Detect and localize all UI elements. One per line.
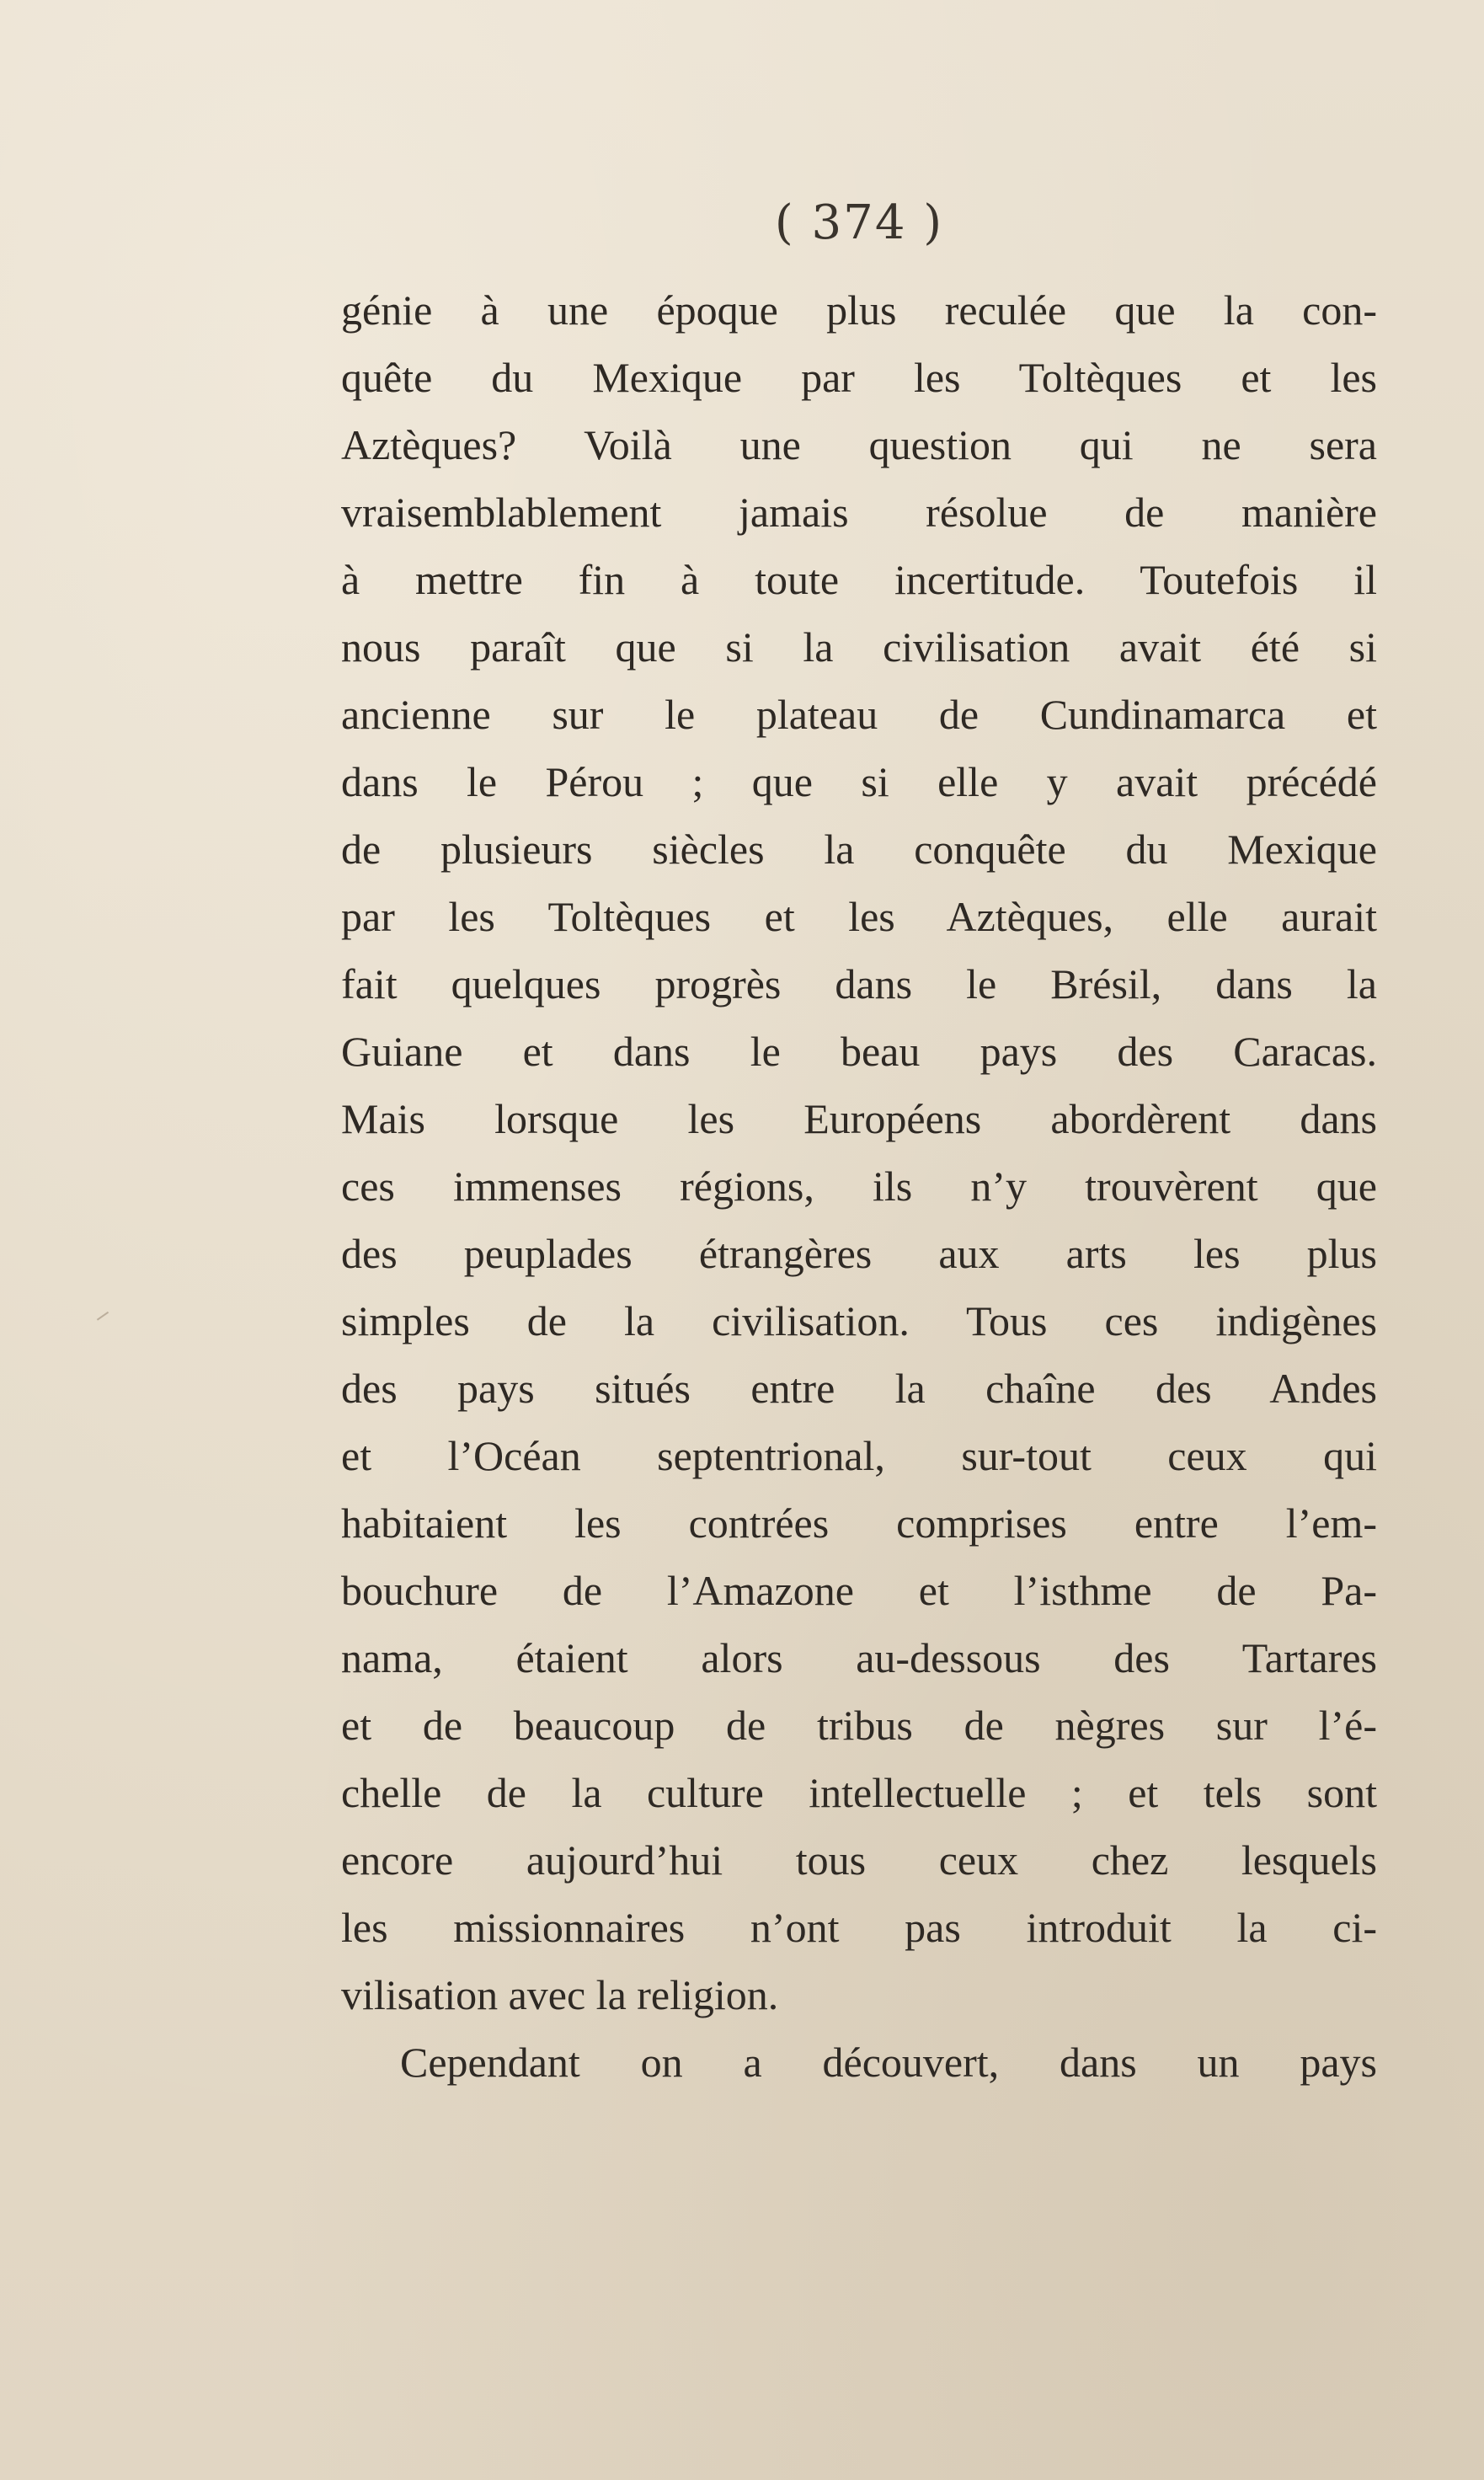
text-line: Mais lorsque les Européens abordèrent dans bbox=[341, 1095, 1377, 1142]
text-line: ancienne sur le plateau de Cundinamarca et bbox=[341, 691, 1377, 738]
text-line: et l’Océan septentrional, sur-tout ceux qui bbox=[341, 1432, 1377, 1479]
paper-mark bbox=[97, 1312, 115, 1330]
text-line: nous paraît que si la civilisation avait été si bbox=[341, 623, 1377, 671]
text-line: quête du Mexique par les Toltèques et les bbox=[341, 354, 1377, 401]
text-line: fait quelques progrès dans le Brésil, dans la bbox=[341, 960, 1377, 1008]
text-line: dans le Pérou ; que si elle y avait précédé bbox=[341, 758, 1377, 805]
text-line: des peuplades étrangères aux arts les plus bbox=[341, 1230, 1377, 1277]
text-line: chelle de la culture intellectuelle ; et tels sont bbox=[341, 1769, 1377, 1816]
text-line: bouchure de l’Amazone et l’isthme de Pa- bbox=[341, 1567, 1377, 1614]
text-line: Cependant on a découvert, dans un pays bbox=[400, 2039, 1377, 2086]
page-number: ( 374 ) bbox=[774, 195, 944, 250]
text-line: ces immenses régions, ils n’y trouvèrent que bbox=[341, 1162, 1377, 1210]
text-line: nama, étaient alors au-dessous des Tartares bbox=[341, 1634, 1377, 1681]
text-line: les missionnaires n’ont pas introduit la ci- bbox=[341, 1904, 1377, 1951]
text-line: de plusieurs siècles la conquête du Mexique bbox=[341, 826, 1377, 873]
text-line: simples de la civilisation. Tous ces indigènes bbox=[341, 1297, 1377, 1344]
text-line: par les Toltèques et les Aztèques, elle aurait bbox=[341, 893, 1377, 940]
text-line: à mettre fin à toute incertitude. Toutefois il bbox=[341, 556, 1377, 603]
text-line: habitaient les contrées comprises entre l’em- bbox=[341, 1499, 1377, 1547]
text-line: vilisation avec la religion. bbox=[341, 1971, 779, 2018]
text-line: des pays situés entre la chaîne des Andes bbox=[341, 1365, 1377, 1412]
text-line: Guiane et dans le beau pays des Caracas. bbox=[341, 1028, 1377, 1075]
text-line: Aztèques? Voilà une question qui ne sera bbox=[341, 421, 1377, 468]
text-line: génie à une époque plus reculée que la con- bbox=[341, 286, 1377, 334]
text-line: encore aujourd’hui tous ceux chez lesquels bbox=[341, 1836, 1377, 1884]
text-line: vraisemblablement jamais résolue de manière bbox=[341, 489, 1377, 536]
text-line: et de beaucoup de tribus de nègres sur l’é- bbox=[341, 1702, 1377, 1749]
body-text bbox=[341, 276, 1377, 2096]
